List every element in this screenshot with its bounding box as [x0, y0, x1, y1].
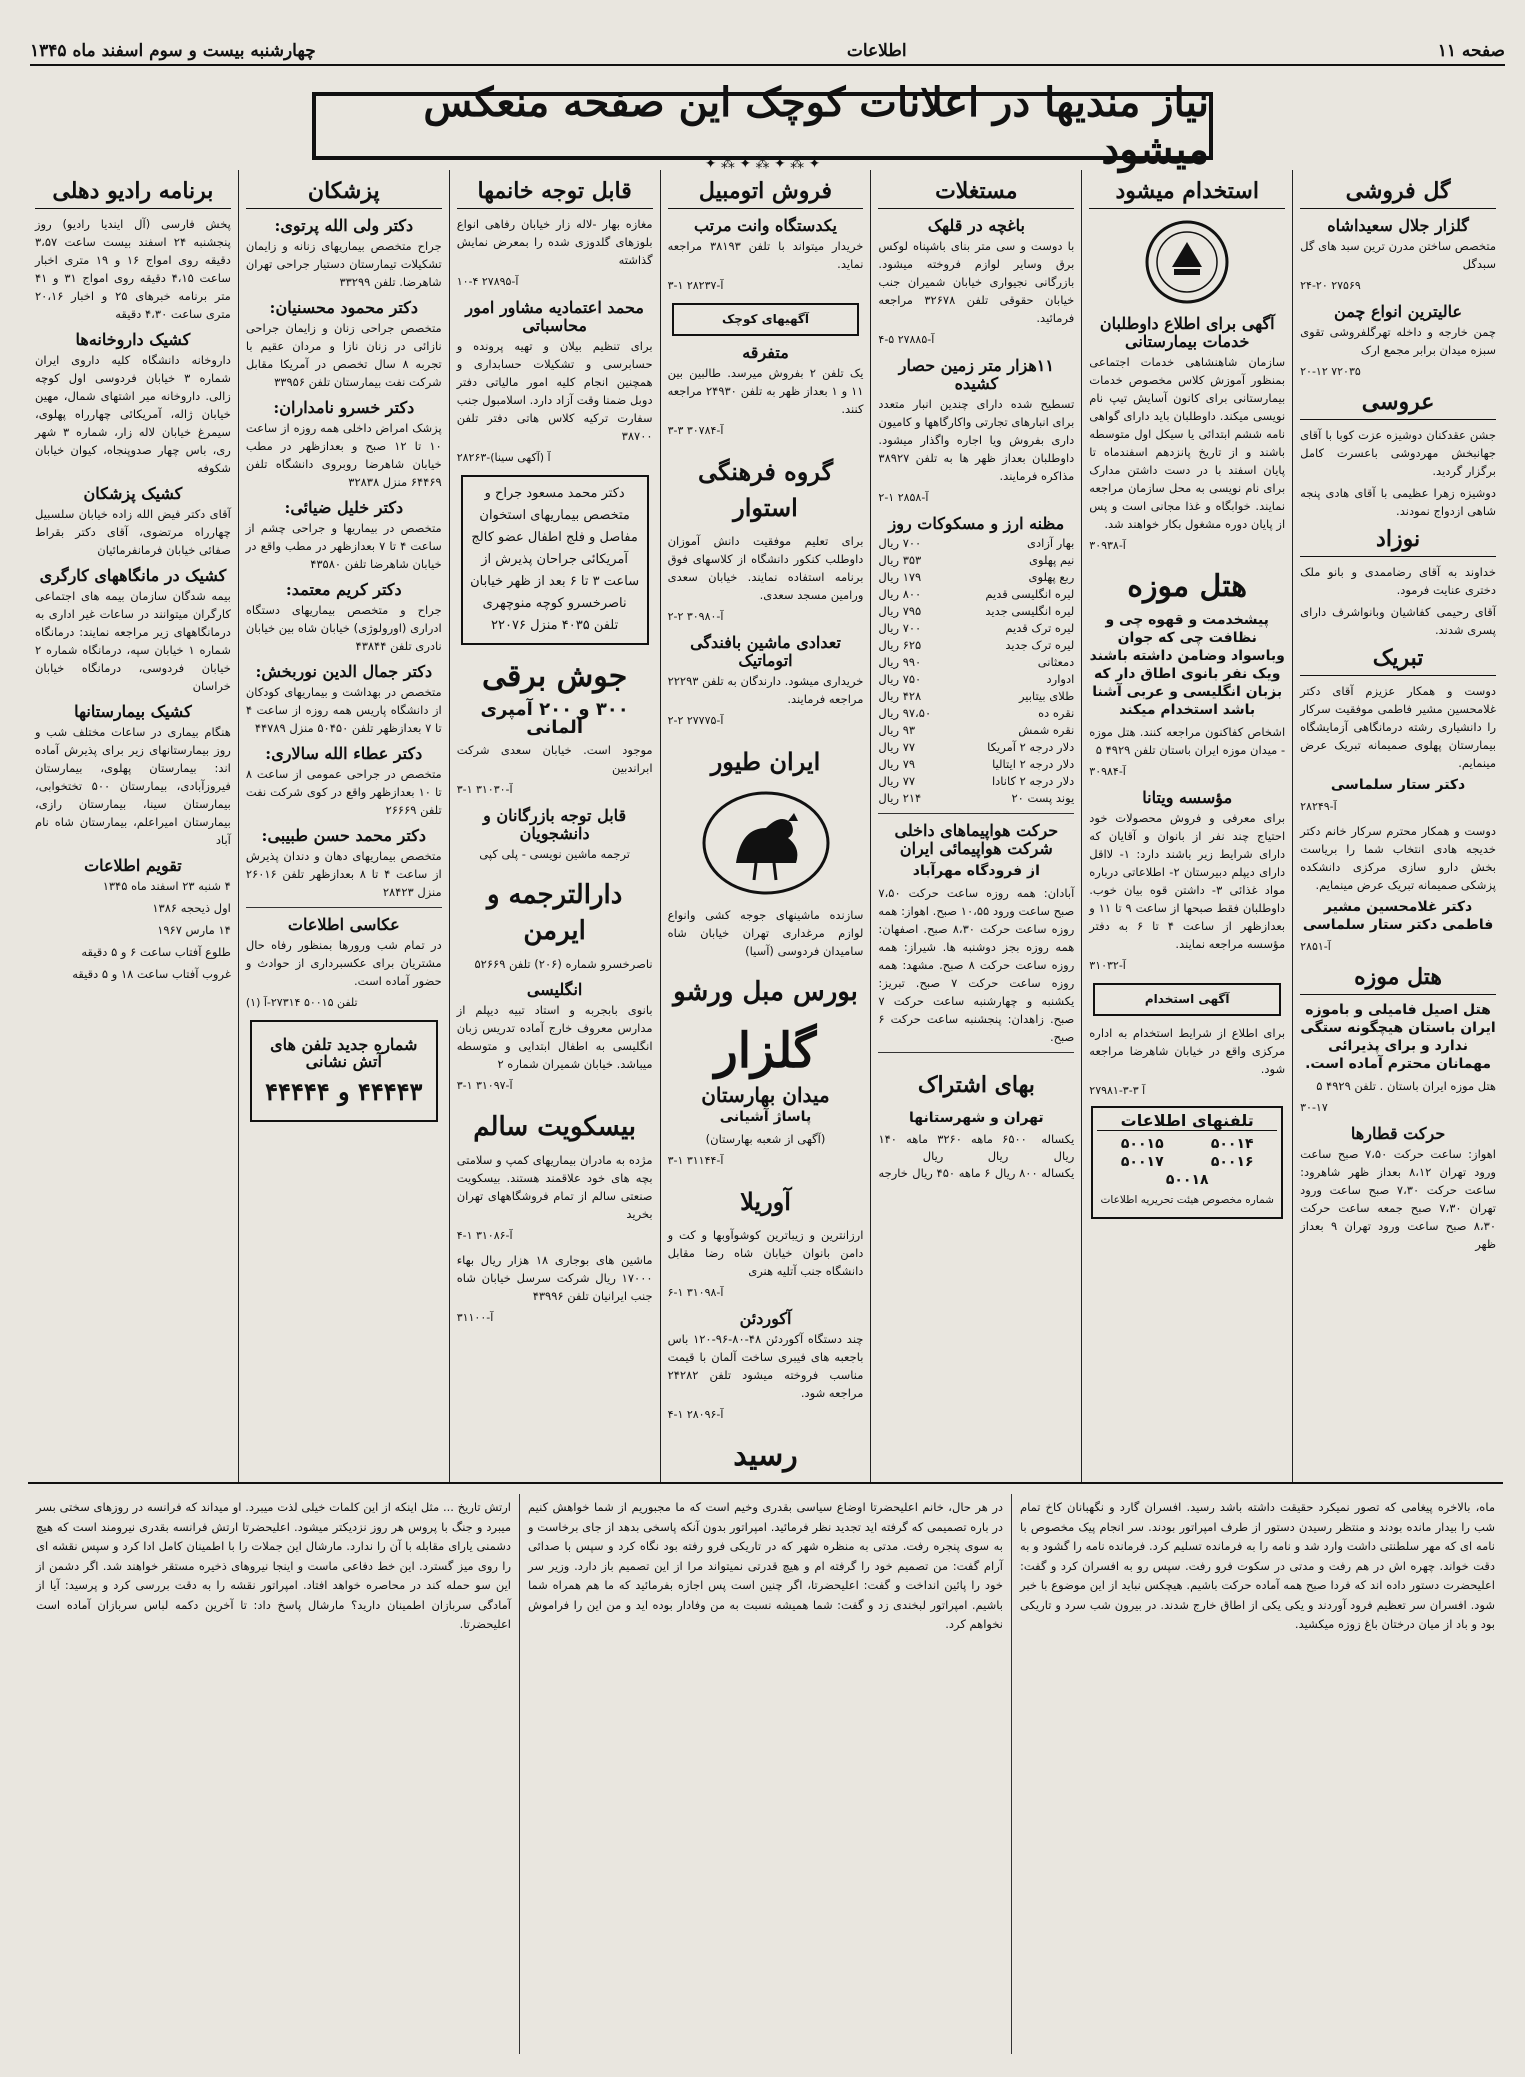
accordion-ref: ۴-۱ ۲۸۰۹۶-آ: [667, 1408, 724, 1421]
currency-name: ادوارد: [1046, 672, 1075, 686]
currency-row: [878, 756, 1074, 773]
hire-box-title: آگهی استخدام: [1144, 992, 1230, 1006]
welder-subtitle: ۳۰۰ و ۲۰۰ آمپری آلمانی: [480, 699, 629, 738]
currency-price: ۹۷،۵۰ ریال: [878, 706, 932, 720]
worker-clinic-title: کشیک در مانگاههای کارگری: [39, 566, 227, 585]
property-2-text: تسطیح شده دارای چندین انبار متعدد برای انبارهای تجارتی واکارگاهها و کامیون داری بفروش ویا اجاره واگذار میشود. داوطلبان بعداز ظهر ها به تلفن ۳۸۹۲۷ مذاکره فرمایند.: [878, 397, 1075, 483]
doctor-4-name: دکتر خلیل ضیائی:: [284, 498, 404, 517]
phone-number: ۵۰۰۱۶: [1210, 1154, 1254, 1170]
auto-1-text: خریدار میتواند با تلفن ۳۸۱۹۳ مراجعه نماید.: [667, 239, 864, 271]
subscription-cell: ۳ ماهه ۱۴۰ ریال: [878, 1132, 944, 1163]
doctor-1-text: جراح متخصص بیماریهای زنانه و زایمان تشکیلات تیمارستان دستیار جراحی تهران شاهرضا. تلفن ۳۳۲۹۹: [245, 239, 442, 289]
subscription-row: [878, 1131, 1074, 1165]
small-ads-title: آگهیهای کوچک: [722, 312, 809, 326]
flowers-title: گل فروشی: [1300, 176, 1496, 209]
pharmacy-title: کشیک داروخانه‌ها: [75, 330, 191, 349]
hotel-ad-text-2: اشخاص کفاکنون مراجعه کنند. هتل موزه - میدان موزه ایران باستان تلفن ۴۹۲۹ ۵: [1089, 725, 1286, 757]
congrats-sign: دکتر ستار سلماسی: [1330, 777, 1466, 793]
doctor-5-text: جراح و متخصص بیماریهای دستگاه ادراری (اورولوژی) خیابان شاه بین خیابان نادری تلفن ۴۳۸۴۴: [245, 603, 442, 653]
hospital-duty-text: هنگام بیماری در ساعات مختلف شب و روز بیمارستانهای زیر برای پذیرش آماده اند: بیمارستان پهلوی، بیمارستان فیروزآبادی، بیمارستان ۵۰۰ تختخوابی، بیمارستان سینا، بیمارستان رازی، بیمارستان امیراعلم، بیمارستان شاه نام آباد: [34, 725, 231, 847]
hire-ref: ۲۷۹۸۱-آ ۳-۳: [1089, 1084, 1146, 1097]
auto-1-title: یکدستگاه وانت مرتب: [693, 216, 838, 235]
culture-text: برای تعلیم موفقیت دانش آموزان داوطلب کنکور دانشگاه از کلاسهای فوق برنامه استفاده نمایند. خیابان سعدی ورامین مسجد سعدی.: [667, 534, 864, 602]
furniture-sub: پاساژ آشیانی: [719, 1109, 812, 1125]
currency-price: ۷۹۵ ریال: [878, 604, 922, 618]
pharmacy-text: داروخانه دانشگاه کلیه داروی ایران شماره ۳ خیابان فردوسی اول کوچه زالی. داروخانه میر اشتهای شمال، مهین خیابان ژاله، آمریکائی چهارراه پهلوی، سیمرغ خیابان لاله زار، شماره ۳ شهر ری، باس چهار صدوپنجاه، کیوان خیابان شکوفه: [34, 353, 231, 475]
furniture-sub-2: (آگهی از شعبه بهارستان): [705, 1132, 826, 1146]
subscription-cell: ۶ ماهه ۴۵۰ ریال: [912, 1166, 991, 1180]
congrats-2-text: دوست و همکار محترم سرکار خانم دکتر خدیجه هادی انتخاب شما را بریاست بخش دارو سازی مرکزی دانشکده پزشکی صمیمانه تبریک عرض مینمایم.: [1300, 824, 1496, 892]
currency-row: [878, 535, 1074, 552]
hospital-duty-title: کشیک بیمارستانها: [74, 702, 192, 721]
institute-title: مؤسسه ویتانا: [1142, 788, 1233, 807]
currency-name: دلار درجه ۲ آمریکا: [987, 740, 1075, 754]
doctor-5-name: دکتر کریم معتمد:: [285, 580, 402, 599]
currency-row: [878, 773, 1074, 790]
institute-ref: ۳۱۰۳۲-آ: [1089, 959, 1126, 972]
flower-shop-1-name: گلزار جلال سعیداشاه: [1327, 216, 1469, 235]
airline-subtitle: از فرودگاه مهرآباد: [912, 863, 1040, 879]
column-radio: [28, 170, 238, 1482]
doctor-2-name: دکتر محمود محسنیان:: [269, 298, 418, 317]
currency-name: نقره ده: [1038, 706, 1075, 720]
issue-date: چهارشنبه بیست و سوم اسفند ماه ۱۳۴۵: [30, 41, 316, 61]
birth-text: خداوند به آقای رضاممدی و بانو ملک دختری عنایت فرمود.: [1300, 565, 1496, 597]
currency-price: ۱۷۹ ریال: [878, 570, 922, 584]
english-ref: ۳-۱ ۳۱۰۹۷-آ: [456, 1079, 513, 1092]
trade-name: دارالترجمه و ایرمن: [486, 880, 623, 946]
receipt-title: رسید: [733, 1438, 798, 1473]
column-special: [449, 170, 660, 1482]
hospital-notice-ref: ۳۰۹۳۸-آ: [1089, 539, 1126, 552]
machine-2-text: ماشین های بوجاری ۱۸ هزار ریال بهاء ۱۷۰۰۰ ریال شرکت سرسل خیابان شاه جنب ایرانیان تلفن ۴۳۹۹۶: [456, 1253, 653, 1303]
calendar-row: ۱۴ مارس ۱۹۶۷: [157, 923, 231, 937]
currency-name: یوند پست ۲۰: [1011, 791, 1075, 805]
calendar-row: ۴ شنبه ۲۳ اسفند ماه ۱۳۴۵: [102, 879, 231, 893]
institute-text: برای معرفی و فروش محصولات خود احتیاج چند نفر از بانوان و آقایان که دارای شرایط زیر باشند دارد: ۱- لااقل دارای دیپلم دبیرستان ۲- اطلاعاتی درباره مواد غذائی ۳- داشتن قوه بیان خوب. داوطلبان فقط صبحها از ساعت ۹ تا ۱۱ و بعدازظهر از ساعت ۴ تا ۶ به دفتر مؤسسه مراجعه نمایند.: [1089, 811, 1286, 951]
biscuit-ref: ۴-۱ ۳۱۰۸۶-آ: [456, 1229, 513, 1242]
currency-price: ۷۵۰ ریال: [878, 672, 922, 686]
machine-2-ref: ۳۱۱۰۰-آ: [456, 1311, 494, 1324]
currency-row: [878, 671, 1074, 688]
accordion-text: چند دستگاه آکوردئن ۴۸-۸۰-۹۶-۱۲۰ باس باجعبه های فیبری ساخت آلمان با قیمت مناسب فروخته میشود تلفن ۲۴۲۸۲ مراجعه شود.: [667, 1332, 864, 1400]
airline-text: آبادان: همه روزه ساعت حرکت ۷،۵۰ صبح ساعت ورود ۱۰،۵۵ صبح. اهواز: همه روزه ساعت حرکت ۸،۳۰ صبح. اصفهان: همه روزه بجز دوشنبه ها. شیراز: همه روزه ساعت حرکت ۸ صبح. مشهد: همه روزه ساعت حرکت ۷ صبح. تبریز: یکشنبه و چهارشنبه ساعت حرکت ۷ صبح. زاهدان: پنجشنبه ساعت حرکت ۶ صبح.: [878, 886, 1075, 1044]
story-column-2: در هر حال، خانم اعلیحضرتا اوضاع سیاسی بقدری وخیم است که ما مجبوریم از شما خواهش کنیم در باره تصمیمی که گرفته اید تجدید نظر فرمائید. امپراتور بدون آنکه پاسخی بدهد از جای برخاست و به سوی پنجره رفت. مدتی به منظره شهر که در تاریکی فرو رفته بود نگاه کرد و سپس با صدائی آرام گفت: من تصمیم خود را گرفته ام و هیچ قدرتی نمیتواند مرا از این تصمیم باز دارد. وزیر سر خود را پائین انداخت و گفت: اعلیحضرتا، اگر چنین است پس اجازه بفرمائید که ما هم همراه شما باشیم. امپراتور لبخندی زد و گفت: شما همیشه نسبت به من وفادار بوده اید و من این را فراموش نخواهم کرد.: [519, 1494, 1011, 2054]
fire-phones-box: [250, 1020, 438, 1122]
currency-price: ۸۰۰ ریال: [878, 587, 922, 601]
hospital-notice-title: آگهی برای اطلاع داوطلبان خدمات بیمارستانی: [1099, 314, 1275, 351]
misc-text: یک تلفن ۲ بفروش میرسد. طالبین بین ۱۱ و ۱ بعداز ظهر به تلفن ۲۴۹۳۰ مراجعه کنند.: [667, 366, 864, 416]
currency-row: [878, 586, 1074, 603]
phones-box: [1091, 1106, 1283, 1219]
column-properties: [870, 170, 1081, 1482]
worker-clinic-text: بیمه شدگان سازمان بیمه های اجتماعی کارگران میتوانند در ساعات غیر اداری به درمانگاههای زیر مراجعه نمایند: درمانگاه شماره ۱ خیابان سپه، درمانگاه شماره ۲ خیابان فردوسی، درمانگاه خیابان خراسان: [34, 589, 231, 693]
flower-shop-2-name: عالیترین انواع چمن: [1334, 302, 1463, 321]
receipt-text: [668, 1480, 864, 1482]
doctors-title: پزشکان: [246, 176, 442, 209]
currency-row: [878, 705, 1074, 722]
doctor-6-name: دکتر جمال الدین نوربخش:: [255, 662, 433, 681]
trains-text: اهواز: ساعت حرکت ۷،۵۰ صبح ساعت ورود تهران ۸،۱۲ بعداز ظهر شاهرود: ساعت حرکت ۷،۳۰ صبح ساعت ورود تهران ۷،۳۰ صبح جمعه ساعت حرکت ۸،۳۰ صبح ساعت ورود تهران ۹ بعداز ظهر: [1300, 1147, 1497, 1251]
currency-price: ۷۷ ریال: [878, 740, 916, 754]
special-title: قابل توجه خانمها: [457, 176, 653, 209]
fire-phones-number: ۴۴۴۴۳ و ۴۴۴۴۴: [265, 1077, 423, 1106]
calendar-title: تقویم اطلاعات: [84, 856, 182, 875]
currency-name: نقره شمش: [1018, 723, 1075, 737]
property-2-title: ۱۱هزار متر زمین حصار کشیده: [898, 356, 1054, 393]
congrats-text: دوست و همکار عزیزم آقای دکتر غلامحسین مشیر فاطمی موفقیت سرکار را دانشیاری رشته درمانگاهی آزمایشگاه بیمارستان پهلوی صمیمانه تبریک عرض مینمایم.: [1300, 684, 1496, 770]
english-title: انگلیسی: [526, 980, 583, 999]
emblem-icon: [1142, 217, 1232, 307]
ornament-divider: ✦ ⁂ ✦ ⁂ ✦ ⁂ ✦: [704, 156, 821, 172]
doctor-8-name: دکتر محمد حسن طبیبی:: [261, 826, 426, 845]
serial-story: [28, 1494, 1503, 2054]
machines-ref: ۲-۲ ۲۷۷۷۵-آ: [667, 714, 724, 727]
welder-title: جوش برقی: [481, 659, 628, 694]
page-header: [30, 38, 1505, 66]
currency-price: ۷۰۰ ریال: [878, 621, 922, 635]
currency-name: طلای بیتابیر: [1018, 689, 1075, 703]
currency-row: [878, 790, 1074, 807]
doctor-8-text: متخصص بیماریهای دهان و دندان پذیرش از ساعت ۴ تا ۸ بعدازظهر تلفن ۲۶۰۱۶ منزل ۲۸۴۲۳: [245, 849, 442, 899]
currency-name: لیره ترک جدید: [1005, 638, 1075, 652]
biscuit-title: بیسکویت سالم: [473, 1112, 637, 1142]
doctor-7-text: متخصص در جراحی عمومی از ساعت ۸ تا ۱۰ بعدازظهر واقع در کوی شرکت نفت تلفن ۲۶۶۶۹: [245, 767, 442, 817]
tour-ref: ۶-۱ ۳۱۰۹۸-آ: [667, 1286, 724, 1299]
photo-text: در تمام شب ورورها بمنظور رفاه حال مشتریان برای عکسبرداری از حوادث و حضور آماده است.: [245, 938, 442, 988]
flower-shop-2-ref: ۲۰-۱۲ ۷۲۰۳۵: [1300, 365, 1361, 378]
currency-name: لیره انگلیسی قدیم: [985, 587, 1075, 601]
congrats-2-ref: ۲۸۵۱-آ: [1300, 940, 1331, 953]
doctor-duty-text: آقای دکتر فیض الله زاده خیابان سلسبیل چهارراه مرتضوی، آقای دکتر بقراط صفائی خیابان فرمانفرمائیان: [34, 507, 231, 557]
hotel-text: هتل اصیل فامیلی و باموزه ایران باستان هیچگونه ستگی ندارد و برای پذیرائی مهمانان محترم آماده است.: [1300, 1002, 1496, 1072]
radio-text: پخش فارسی (آل ایندیا رادیو) روز پنجشنبه ۲۴ اسفند بیست ساعت ۳،۵۷ دقیقه روی امواج ۱۶ و ۱۹ متری اخبار ساعت ۴،۱۵ دقیقه روی امواج ۳۱ و ۴۱ متر برنامه خبرهای ۲۵ و اخبار ۲۰،۱۶ متری ساعت ۴،۳۰ دقیقه: [34, 217, 231, 321]
hotel-ad-title: هتل موزه: [1127, 569, 1248, 604]
employment-title: استخدام میشود: [1089, 176, 1285, 209]
accountant-ref: ۲۸۲۶۳-آ (آکهی سینا): [456, 451, 551, 464]
trade-text: ترجمه ماشین نویسی - پلی کپی: [479, 847, 630, 861]
doctor-duty-title: کشیک پزشکان: [83, 484, 183, 503]
divider: [246, 907, 442, 908]
welder-ref: ۳-۱ ۳۱۰۳۰-آ: [456, 783, 513, 796]
currency-row: [878, 569, 1074, 586]
doctor-3-name: دکتر خسرو نامداران:: [273, 398, 415, 417]
property-1-text: با دوست و سی متر بنای باشپناه لوکس برق وسایر لوازم فروخته میشود. بازرگانی نجیواری خیابان شمیران جنب خیابان حقوقی تلفن ۳۲۶۷۸ مراجعه فرمائید.: [878, 239, 1075, 325]
page-number: صفحه ۱۱: [1437, 41, 1505, 61]
story-column-1: ماه، بالاخره پیغامی که تصور نمیکرد حقیقت داشته باشد رسید. افسران گارد و نگهبانان کاخ تمام شب را بیدار مانده بودند و منتظر رسیدن دستور از طرف امپراتور بودند. سر انجام پیک مخصوص با نامه ای که مهر سلطنتی داشت وارد شد و نامه را به فرمانده تسلیم کرد. فرمانده نامه را گشود و به دقت خواند. چهره اش در هم رفت و مدتی در سکوت فرو رفت. سپس رو به افسران کرد و گفت: اعلیحضرت دستور داده اند که فردا صبح همه آماده حرکت باشیم. هیچکس نباید از این موضوع با خبر شود. افسران سر تعظیم فرود آوردند و یکی یکی از اطاق خارج شدند. در بیرون شب سرد و تاریکی بود و باد از میان درختان باغ زوزه میکشید.: [1011, 1494, 1503, 2054]
paper-name: اطلاعات: [846, 41, 907, 61]
misc-title: متفرقه: [742, 343, 789, 362]
photo-title: عکاسی اطلاعات: [287, 915, 400, 934]
currency-row: [878, 688, 1074, 705]
doctor-4-text: متخصص در بیماریها و جراحی چشم از ساعت ۴ تا ۷ بعدازظهر در مطب واقع در خیابان شاهرضا تلفن ۴۳۵۸۰: [245, 521, 442, 571]
hire-text: برای اطلاع از شرایط استخدام به اداره مرکزی واقع در خیابان شاهرضا مراجعه شود.: [1089, 1026, 1286, 1076]
phones-title: تلفنهای اطلاعات: [1097, 1112, 1277, 1131]
property-2-ref: ۲-۱ ۲۸۵۸-آ: [878, 491, 929, 504]
classifieds-columns: [28, 170, 1503, 1484]
welder-text: موجود است. خیابان سعدی شرکت ابراندبین: [456, 743, 653, 775]
subscription-cell: یکساله ۵۰۰ ریال: [1008, 1132, 1075, 1163]
subscription-cell: ۶ ماهه ۲۶۰ ریال: [943, 1132, 1009, 1163]
calendar-row: طلوع آفتاب ساعت ۶ و ۵ دقیقه: [81, 945, 231, 959]
fire-phones-title: شماره جدید تلفن های آتش نشانی: [270, 1035, 418, 1071]
column-doctors: [238, 170, 449, 1482]
divider: [878, 813, 1074, 814]
subscription-title: بهای اشتراک: [917, 1072, 1035, 1098]
congrats-2-sign: دکتر غلامحسین مشیر فاطمی دکتر ستار سلماسی: [1302, 899, 1494, 933]
currency-price: ۲۱۴ ریال: [878, 791, 922, 805]
wedding-text-2: دوشیزه زهرا عظیمی با آقای هادی پنجه شاهی ازدواج نمودند.: [1300, 486, 1496, 518]
currency-name: دلار درجه ۲ ایتالیا: [992, 757, 1075, 771]
currency-name: دمعثانی: [1037, 655, 1075, 669]
currency-row: [878, 722, 1074, 739]
phones-note: شماره مخصوص هیئت تحریریه اطلاعات: [1100, 1194, 1274, 1206]
culture-title: گروه فرهنگی استوار: [697, 457, 834, 522]
trade-title: قابل توجه بازرگانان و دانشجویان: [483, 806, 627, 843]
wedding-text: جشن عقدکنان دوشیزه عزت کوبا با آقای جهانبخش مهردوشی باعسرت کامل برگزار گردید.: [1300, 428, 1496, 478]
wedding-title: عروسی: [1300, 387, 1496, 420]
hotel-title: هتل موزه: [1300, 962, 1496, 995]
currency-price: ۷۷ ریال: [878, 774, 916, 788]
machines-title: تعدادی ماشین بافندگی اتوماتیک: [690, 633, 841, 670]
furniture-place: میدان بهارستان: [701, 1083, 830, 1107]
doctor-3-text: پزشک امراض داخلی همه روزه از ساعت ۱۰ تا ۱۲ صبح و بعدازظهر در مطب خیابان شاهرضا روبروی دانشگاه تلفن ۶۴۴۶۹ منزل ۳۲۸۳۸: [245, 421, 442, 489]
phone-number: ۵۰۰۱۷: [1120, 1154, 1164, 1170]
column-autos: [660, 170, 871, 1482]
special-1-ref: ۱۰-۴ ۲۷۸۹۵-آ: [456, 275, 519, 288]
birth-title: نوزاد: [1300, 524, 1496, 557]
airline-title: حرکت هواپیماهای داخلی شرکت هواپیمائی ایران: [894, 821, 1059, 858]
flower-shop-1-text: متخصص ساختن مدرن ترین سبد های گل سبدگل: [1300, 239, 1496, 271]
phones-grid: [1097, 1135, 1277, 1189]
photo-ref: تلفن ۵۰۰۱۵ ۲۷۳۱۴-آ (۱): [245, 996, 358, 1009]
currency-row: [878, 620, 1074, 637]
currency-row: [878, 739, 1074, 756]
story-column-3: ارتش تاریخ ... مثل اینکه از این کلمات خیلی لذت میبرد. او میداند که فرانسه در روزهای سختی بسر میبرد و جنگ با پروس هر روز نزدیکتر میشود. اعلیحضرتا ارتش فرانسه بقدری نیرومند است که هیچ دشمنی یارای مقابله با آن را ندارد. مارشال این جملات را با اطمینان کامل ادا کرد و سپس نقشه ای را روی میز گسترد. این خط دفاعی ماست و اینجا نیروهای ذخیره مستقر خواهند شد. اگر دشمن از این سو حمله کند در محاصره خواهد افتاد. امپراتور نقشه را به دقت بررسی کرد و پرسید: آیا از آمادگی سربازان اطمینان دارید؟ مارشال پاسخ داد: تا آخرین دکمه لباس سربازان آماده است اعلیحضرتا.: [36, 1500, 511, 1631]
currency-name: بهار آزادی: [1027, 536, 1075, 550]
furniture-title: بورس مبل ورشو: [673, 977, 858, 1007]
hire-box: [1093, 983, 1281, 1016]
doctor-6-text: متخصص در بهداشت و بیماریهای کودکان از دانشگاه پاریس همه روزه از ساعت ۴ تا ۷ بعدازظهر تلفن ۵۰۴۵۰ منزل ۴۴۷۸۹: [245, 685, 442, 735]
phone-number: ۵۰۰۱۴: [1210, 1136, 1254, 1152]
currency-row: [878, 654, 1074, 671]
tour-text: ارزانترین و زیباترین کوشوآوبها و کت و دامن بانوان خیابان شاه رضا مقابل دانشگاه جنب آتلیه هنری: [667, 1228, 864, 1278]
auto-1-ref: ۳-۱ ۲۸۲۳۷-آ: [667, 279, 724, 292]
currency-name: لیره انگلیسی جدید: [985, 604, 1075, 618]
bird-text: سازنده ماشینهای جوجه کشی وانواع لوازم مرغداری تهران خیابان شاه سامیدان فردوسی (آسیا): [667, 908, 864, 958]
currency-price: ۹۳ ریال: [878, 723, 916, 737]
small-ads-box: [672, 303, 860, 336]
calendar-row: غروب آفتاب ساعت ۱۸ و ۵ دقیقه: [72, 967, 231, 981]
currency-row: [878, 552, 1074, 569]
tour-title: آوریلا: [740, 1187, 791, 1216]
hotel-ad-text: پیشخدمت و قهوه چی و نظافت چی که جوان وباسواد وضامن داشته باشند ویک نفر بانوی اطاق دار که بزبان انگلیسی و عربی آشنا باشد استخدام میکند: [1089, 612, 1285, 718]
divider: [878, 1052, 1074, 1053]
subscription-subtitle: تهران و شهرستانها: [909, 1110, 1044, 1126]
furniture-name: گلزار: [714, 1023, 817, 1079]
trade-address: ناصرخسرو شماره (۲۰۶) تلفن ۵۲۶۶۹: [474, 957, 653, 971]
flower-shop-2-text: چمن خارجه و داخله تهرگلفروشی تقوی سبزه میدان برابر مجمع ارک: [1300, 325, 1496, 357]
subscription-cell: یکساله ۸۰۰ ریال: [994, 1166, 1075, 1180]
subscription-cell: خارجه: [878, 1166, 908, 1180]
calendar-row: اول ذیحجه ۱۳۸۶: [152, 901, 231, 915]
subscription-row: [878, 1165, 1074, 1182]
property-1-ref: ۴-۵ ۲۷۸۸۵-آ: [878, 333, 935, 346]
special-1-text: مغازه بهار -لاله زار خیابان رفاهی انواع بلوزهای گلدوزی شده را بمعرض نمایش گذاشته: [456, 217, 653, 267]
accordion-title: آکوردئن: [739, 1309, 792, 1328]
currency-price: ۹۹۰ ریال: [878, 655, 922, 669]
congrats-ref: ۲۸۲۴۹-آ: [1300, 800, 1337, 813]
classifieds-banner: نیاز مندیها در اعلانات کوچک این صفحه منعکس میشود: [312, 92, 1213, 160]
hospital-notice-text: سازمان شاهنشاهی خدمات اجتماعی بمنظور آموزش کلاس مخصوص خدمات بیمارستانی برای کانون آسایش تیپ نام نویسی میکند. داوطلبان باید دارای گواهی نامه ششم ابتدائی یا سیکل اول متوسطه باشند و از تاریخ پانزدهم اسفندماه تا پایان اسفند با در دست داشتن مدارک برای نام نویسی به محل سازمان مراجعه نمایند. خوابگاه و غذا مجانی است و پس از پایان دوره مشغول بکار خواهند شد.: [1089, 355, 1286, 531]
doctor-7-name: دکتر عطاء الله سالاری:: [265, 744, 423, 763]
hotel-ad-ref: ۳۰۹۸۴-آ: [1089, 765, 1126, 778]
machines-text: خریداری میشود. دارندگان به تلفن ۲۲۲۹۳ مراجعه فرمایند.: [667, 674, 864, 706]
column-employment: [1081, 170, 1292, 1482]
currency-list: [878, 535, 1074, 807]
currency-name: ربع پهلوی: [1028, 570, 1075, 584]
currency-price: ۷۰۰ ریال: [878, 536, 922, 550]
currency-title: مظنه ارز و مسکوکات روز: [888, 514, 1065, 533]
currency-row: [878, 637, 1074, 654]
currency-name: لیره ترک قدیم: [1005, 621, 1075, 635]
congrats-title: تبریک: [1300, 643, 1496, 676]
culture-ref: ۲-۲ ۳۰۹۸۰-آ: [667, 610, 724, 623]
rooster-icon: [696, 788, 836, 898]
currency-name: دلار درجه ۲ کانادا: [991, 774, 1075, 788]
currency-row: [878, 603, 1074, 620]
properties-title: مستغلات: [878, 176, 1074, 209]
phone-number: ۵۰۰۱۸: [1165, 1172, 1209, 1188]
hotel-address: هتل موزه ایران باستان . تلفن ۴۹۲۹ ۵: [1316, 1079, 1496, 1093]
currency-price: ۷۹ ریال: [878, 757, 916, 771]
doctor-2-text: متخصص جراحی زنان و زایمان جراحی نازائی در زنان نازا و مردان عقیم با تجربه ۸ سال تخصص در آمریکا مقابل شرکت نفت بیمارستان تلفن ۳۳۹۵۶: [245, 321, 442, 389]
flower-shop-1-ref: ۲۴-۲۰ ۲۷۵۶۹: [1300, 279, 1361, 292]
trains-title: حرکت قطارها: [1350, 1124, 1446, 1143]
column-flowers: [1292, 170, 1503, 1482]
property-1-title: باغچه در قلهک: [927, 216, 1025, 235]
doctor-1-name: دکتر ولی الله پرتوی:: [274, 216, 414, 235]
biscuit-text: مژده به مادران بیماریهای کمپ و سلامتی بچه های خود علاقمند هستند. بیسکویت صنعتی سالم از تمام فروشگاههای تهران بخرید: [456, 1153, 653, 1221]
hotel-ref: ۳۰-۱۷: [1300, 1101, 1328, 1114]
currency-price: ۶۲۵ ریال: [878, 638, 922, 652]
currency-price: ۴۲۸ ریال: [878, 689, 922, 703]
currency-name: نیم پهلوی: [1029, 553, 1075, 567]
bird-title: ایران طیور: [710, 747, 821, 776]
doctor-ad-box: دکتر محمد مسعود جراح و متخصص بیماریهای استخوان مفاصل و فلج اطفال عضو کالج آمریکائی جراحان پذیرش از ساعت ۳ تا ۶ بعد از ظهر خیابان ناصرخسرو کوچه منوچهری تلفن ۴۰۳۵ منزل ۲۲۰۷۶: [461, 475, 649, 645]
currency-price: ۳۵۳ ریال: [878, 553, 922, 567]
radio-title: برنامه رادیو دهلی: [35, 176, 231, 209]
autos-title: فروش اتومبیل: [668, 176, 864, 209]
phone-number: ۵۰۰۱۵: [1120, 1136, 1164, 1152]
english-text: بانوی بابجربه و استاد تبیه دیپلم از مدارس معروف خارج آماده تدریس زبان انگلیسی به اطفال ابتدایی و متوسطه میباشد. خیابان شمیران شماره ۲: [456, 1003, 653, 1071]
birth-text-2: آقای رحیمی کفاشیان وبانواشرف دارای پسری شدند.: [1300, 605, 1496, 637]
accountant-text: برای تنظیم بیلان و تهیه پرونده و حسابرسی و تشکیلات حسابداری و همچنین انجام کلیه امور مالیاتی دفتر دوبل ضمنا وقت آزاد دارد. اسلامبول جنب سفارت ترکیه کلاس هاتی دفتر تلفن ۳۸۷۰۰: [456, 339, 653, 443]
furniture-ref: ۳-۱ ۳۱۱۴۴-آ: [667, 1154, 724, 1167]
misc-ref: ۳-۳ ۳۰۷۸۴-آ: [667, 424, 724, 437]
accountant-title: محمد اعتمادیه مشاور امور محاسباتی: [465, 298, 644, 335]
